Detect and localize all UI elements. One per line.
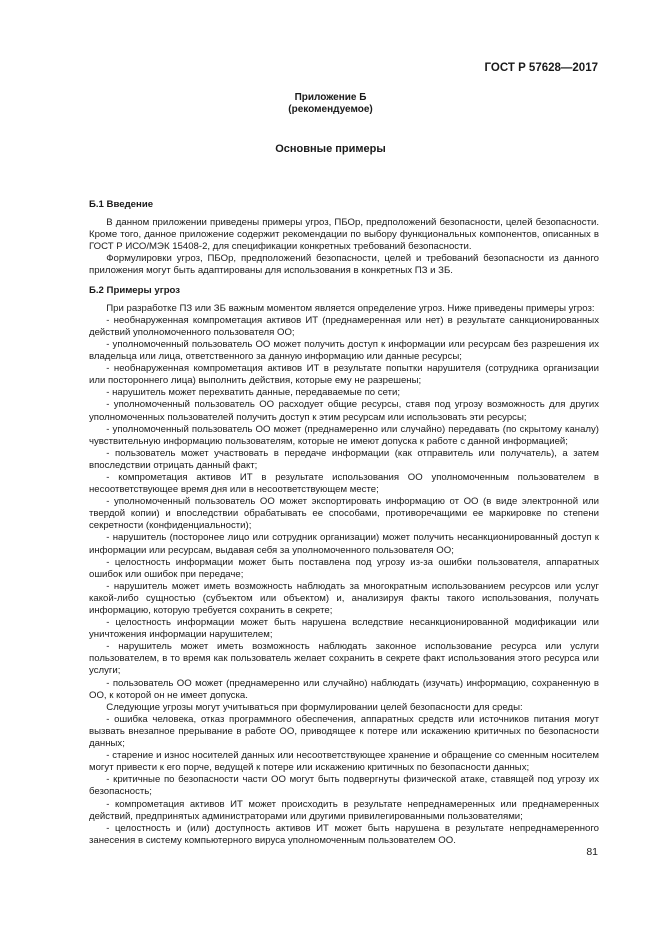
list-item: - нарушитель может иметь возможность наблюдать за многократным использованием ресурсов или услуг какой-либо сущностью (субъектом или объектом) и, анализируя факты такого использования, получать информацию, которую требуется сохранить в секрете; (89, 580, 599, 616)
appendix-title: Приложение Б (294, 92, 367, 103)
list-item: - уполномоченный пользователь ОО расходует общие ресурсы, ставя под угрозу возможность для других уполномоченных пользователей получить доступ к этим ресурсам или использовать эти ресурсы; (89, 399, 599, 423)
list-item: - нарушитель может иметь возможность наблюдать законное использование ресурса или услуги пользователем, в то время как пользователь желает сохранить в секрете факт использования этого ресурса или услуги; (89, 641, 599, 677)
list-item: - нарушитель (посторонее лицо или сотрудник организации) может получить несанкционированный доступ к информации или ресурсам, выдавая себя за уполномоченного пользователя ОО; (89, 532, 599, 556)
paragraph: Следующие угрозы могут учитываться при формулировании целей безопасности для среды: (106, 701, 523, 713)
list-item: - ошибка человека, отказ программного обеспечения, аппаратных средств или источников питания могут вызвать внезапное прерывание в работе ОО, приводящее к потере или искажению критичных по безопасности данных; (89, 713, 599, 750)
appendix-heading (0, 92, 661, 116)
list-item: - критичные по безопасности части ОО могут быть подвергнуты физической атаке, ставящей под угрозу их безопасность; (89, 774, 599, 798)
list-item: - целостность информации может быть поставлена под угрозу из-за ошибки пользователя, аппаратных ошибок или ошибок при передаче; (89, 556, 599, 580)
appendix-subtitle: (рекомендуемое) (288, 104, 373, 115)
page-number: 81 (586, 846, 598, 858)
list-item: - нарушитель может перехватить данные, передаваемые по сети; (106, 387, 401, 399)
list-item: - компрометация активов ИТ в результате использования ОО уполномоченным пользователем в несоответствующее время дня или в несоответствующем месте; (89, 471, 599, 496)
list-item: - компрометация активов ИТ может происходить в результате непреднамеренных или преднамеренных действий, предпринятых администраторами или другими привилегированными пользователями; (89, 798, 599, 822)
list-item: - пользователь может участвовать в передаче информации (как отправитель или получатель), а затем впоследствии отрицать данный факт; (89, 447, 599, 471)
paragraph: Формулировки угроз, ПБОр, предположений безопасности, целей и требований безопасности из данного приложения могут быть адаптированы для использования в конкретных ПЗ и ЗБ. (89, 253, 599, 277)
paragraph: В данном приложении приведены примеры угроз, ПБОр, предположений безопасности, целей безопасности. Кроме того, данное приложение содержит рекомендации по выбору функциональных компонентов, описанных в ГОСТ Р ИСО/МЭК 15408-2, для спецификации конкретных требований безопасности. (89, 217, 599, 253)
list-item: - необнаруженная компрометация активов ИТ в результате попытки нарушителя (сотрудника организации или постороннего лица) выполнить действия, которые ему не разрешены; (89, 363, 599, 387)
list-item: - целостность информации может быть нарушена вследствие несанкционированной модификации или уничтожения информации нарушителем; (89, 617, 599, 641)
list-item: - целостность и (или) доступность активов ИТ может быть нарушена в результате непреднамеренного занесения в систему компьютерного вируса уполномоченным пользователем ОО. (89, 822, 599, 846)
list-item: - пользователь ОО может (преднамеренно или случайно) наблюдать (изучать) информацию, сохраненную в ОО, к которой он не имеет допуска. (89, 677, 599, 701)
threat-list (89, 315, 599, 702)
section-heading-b2: Б.2 Примеры угроз (89, 284, 181, 296)
list-item: - старение и износ носителей данных или несоответствующее хранение и обращение со сменным носителем могут привести к его порче, ведущей к потере или искажению критичных по безопасности данных; (89, 750, 599, 774)
list-item: - уполномоченный пользователь ОО может экспортировать информацию от ОО (в виде электронной или твердой копии) и впоследствии обрабатывать ее способами, противоречащими ее маркировке по степени секретности (конфиденциальности); (89, 496, 599, 532)
page-title: Основные примеры (275, 143, 386, 155)
environment-threat-list (89, 714, 599, 847)
document-body (89, 199, 599, 847)
list-item: - уполномоченный пользователь ОО может получить доступ к информации или ресурсам без разрешения их владельца или лица, ответственного за данную информацию или данные ресурсы; (89, 338, 599, 363)
list-item: - уполномоченный пользователь ОО может (преднамеренно или случайно) передавать (по скрытому каналу) чувствительную информацию пользователям, которые не имеют допуска к работе с данной информацией; (89, 423, 599, 447)
section-heading-b1: Б.1 Введение (89, 199, 154, 210)
document-code: ГОСТ Р 57628—2017 (484, 62, 598, 74)
paragraph: При разработке ПЗ или ЗБ важным моментом является определение угроз. Ниже приведены примеры угроз: (106, 302, 595, 314)
list-item: - необнаруженная компрометация активов ИТ (преднамеренная или нет) в результате санкционированных действий уполномоченного пользователя ОО; (89, 314, 599, 338)
